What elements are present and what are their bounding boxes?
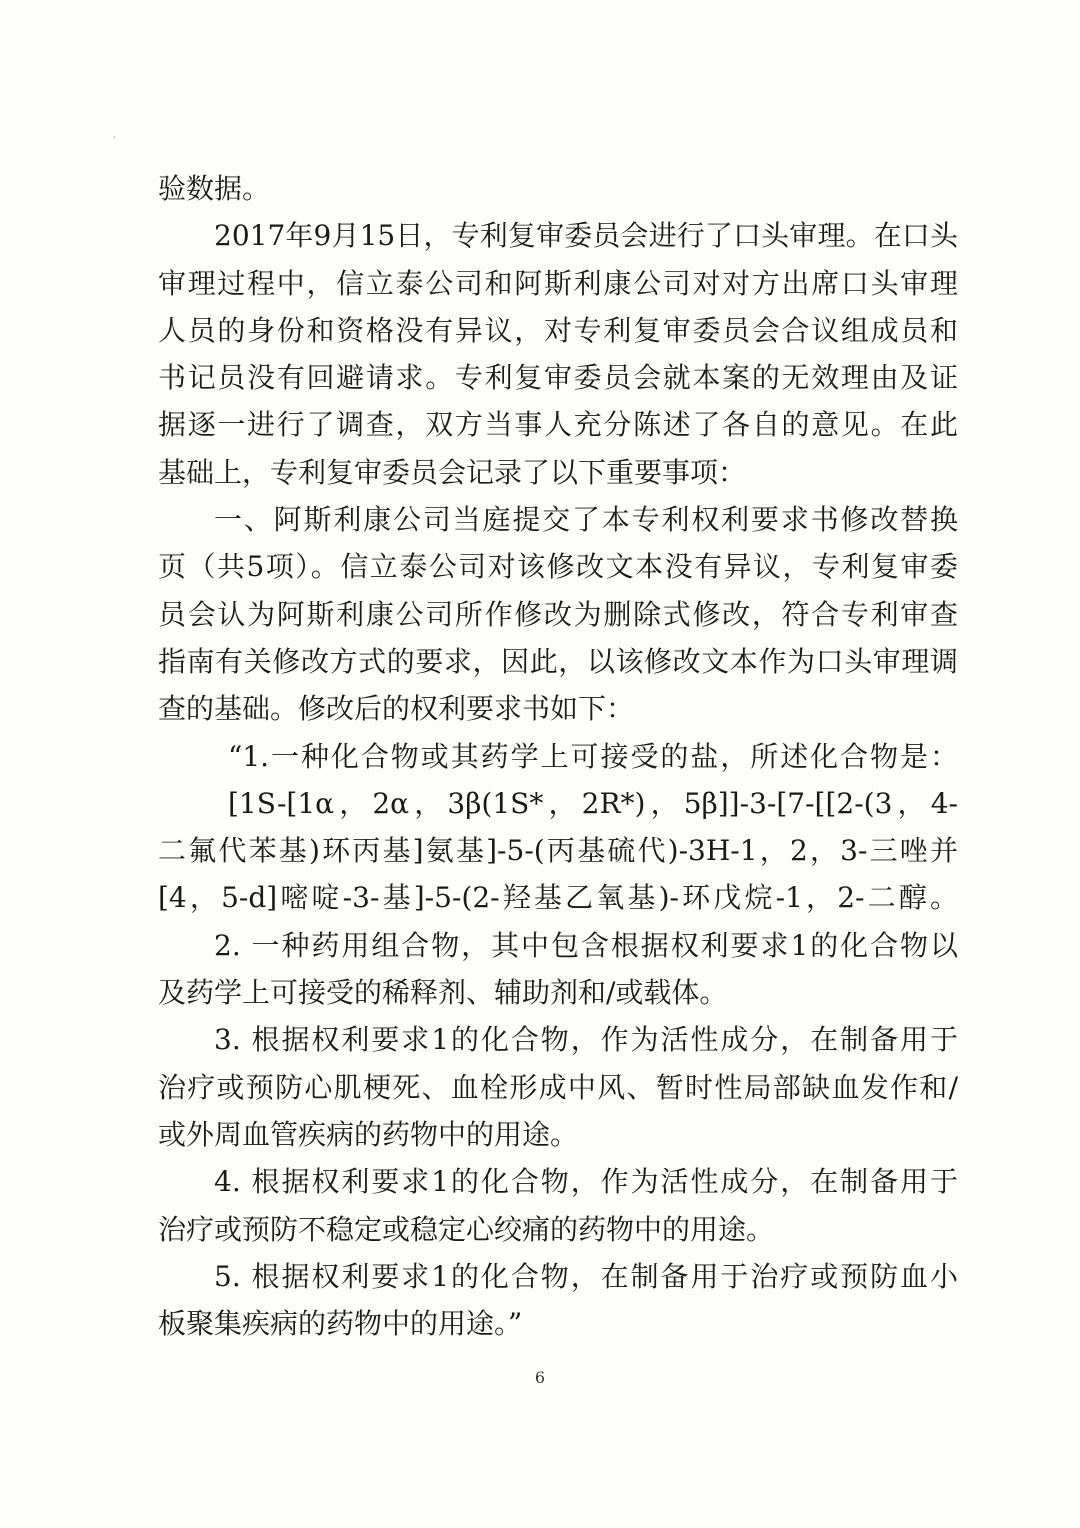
text-line: 查的基础。修改后的权利要求书如下： [158,692,635,726]
text-line: 验数据。 [158,172,271,205]
text-line: 书记员没有回避请求。专利复审委员会就本案的无效理由及证 [158,361,958,395]
text-line: 治疗或预防不稳定或稳定心绞痛的药物中的用途。 [158,1212,775,1246]
text-line: 及药学上可接受的稀释剂、辅助剂和/或载体。 [158,976,728,1010]
page-number: 6 [534,1368,546,1387]
claim-1-start: “1.一种化合物或其药学上可接受的盐，所述化合物是： [228,739,958,773]
document-body [158,165,958,1347]
text-line: 治疗或预防心肌梗死、血栓形成中风、暂时性局部缺血发作和/ [158,1070,958,1104]
paragraph-item-one: 一、阿斯利康公司当庭提交了本专利权利要求书修改替换 [214,503,958,537]
claim-2: 2. 一种药用组合物，其中包含根据权利要求1的化合物以 [214,928,958,962]
claim-1-formula: 二氟代苯基)环丙基]氨基]-5-(丙基硫代)-3H-1，2，3-三唑并 [158,834,958,868]
paragraph-hearing-start: 2017年9月15日，专利复审委员会进行了口头审理。在口头 [214,219,958,253]
text-line: 审理过程中，信立泰公司和阿斯利康公司对对方出席口头审理 [158,266,958,300]
claim-1-formula: [4，5-d]嘧啶-3-基]-5-(2-羟基乙氧基)-环戊烷-1，2-二醇。 [158,881,958,915]
text-line: 员会认为阿斯利康公司所作修改为删除式修改，符合专利审查 [158,597,958,631]
claim-1-formula: [1S-[1α，2α，3β(1S*，2R*)，5β]]-3-[7-[[2-(3，4- [228,786,958,820]
text-line: 据逐一进行了调查，双方当事人充分陈述了各自的意见。在此 [158,408,958,442]
text-line: 基础上，专利复审委员会记录了以下重要事项： [158,455,747,489]
text-line: 或外周血管疾病的药物中的用途。 [158,1117,579,1151]
scan-speck: ˈ [113,136,116,147]
claim-4: 4. 根据权利要求1的化合物，作为活性成分，在制备用于 [214,1165,958,1199]
text-line: 指南有关修改方式的要求，因此，以该修改文本作为口头审理调 [158,644,958,678]
text-line: 板聚集疾病的药物中的用途。” [158,1307,523,1341]
claim-5: 5. 根据权利要求1的化合物，在制备用于治疗或预防血小 [214,1259,958,1293]
text-line: 页（共5项）。信立泰公司对该修改文本没有异议，专利复审委 [158,550,958,584]
claim-3: 3. 根据权利要求1的化合物，作为活性成分，在制备用于 [214,1023,958,1057]
text-line: 人员的身份和资格没有异议，对专利复审委员会合议组成员和 [158,313,958,347]
